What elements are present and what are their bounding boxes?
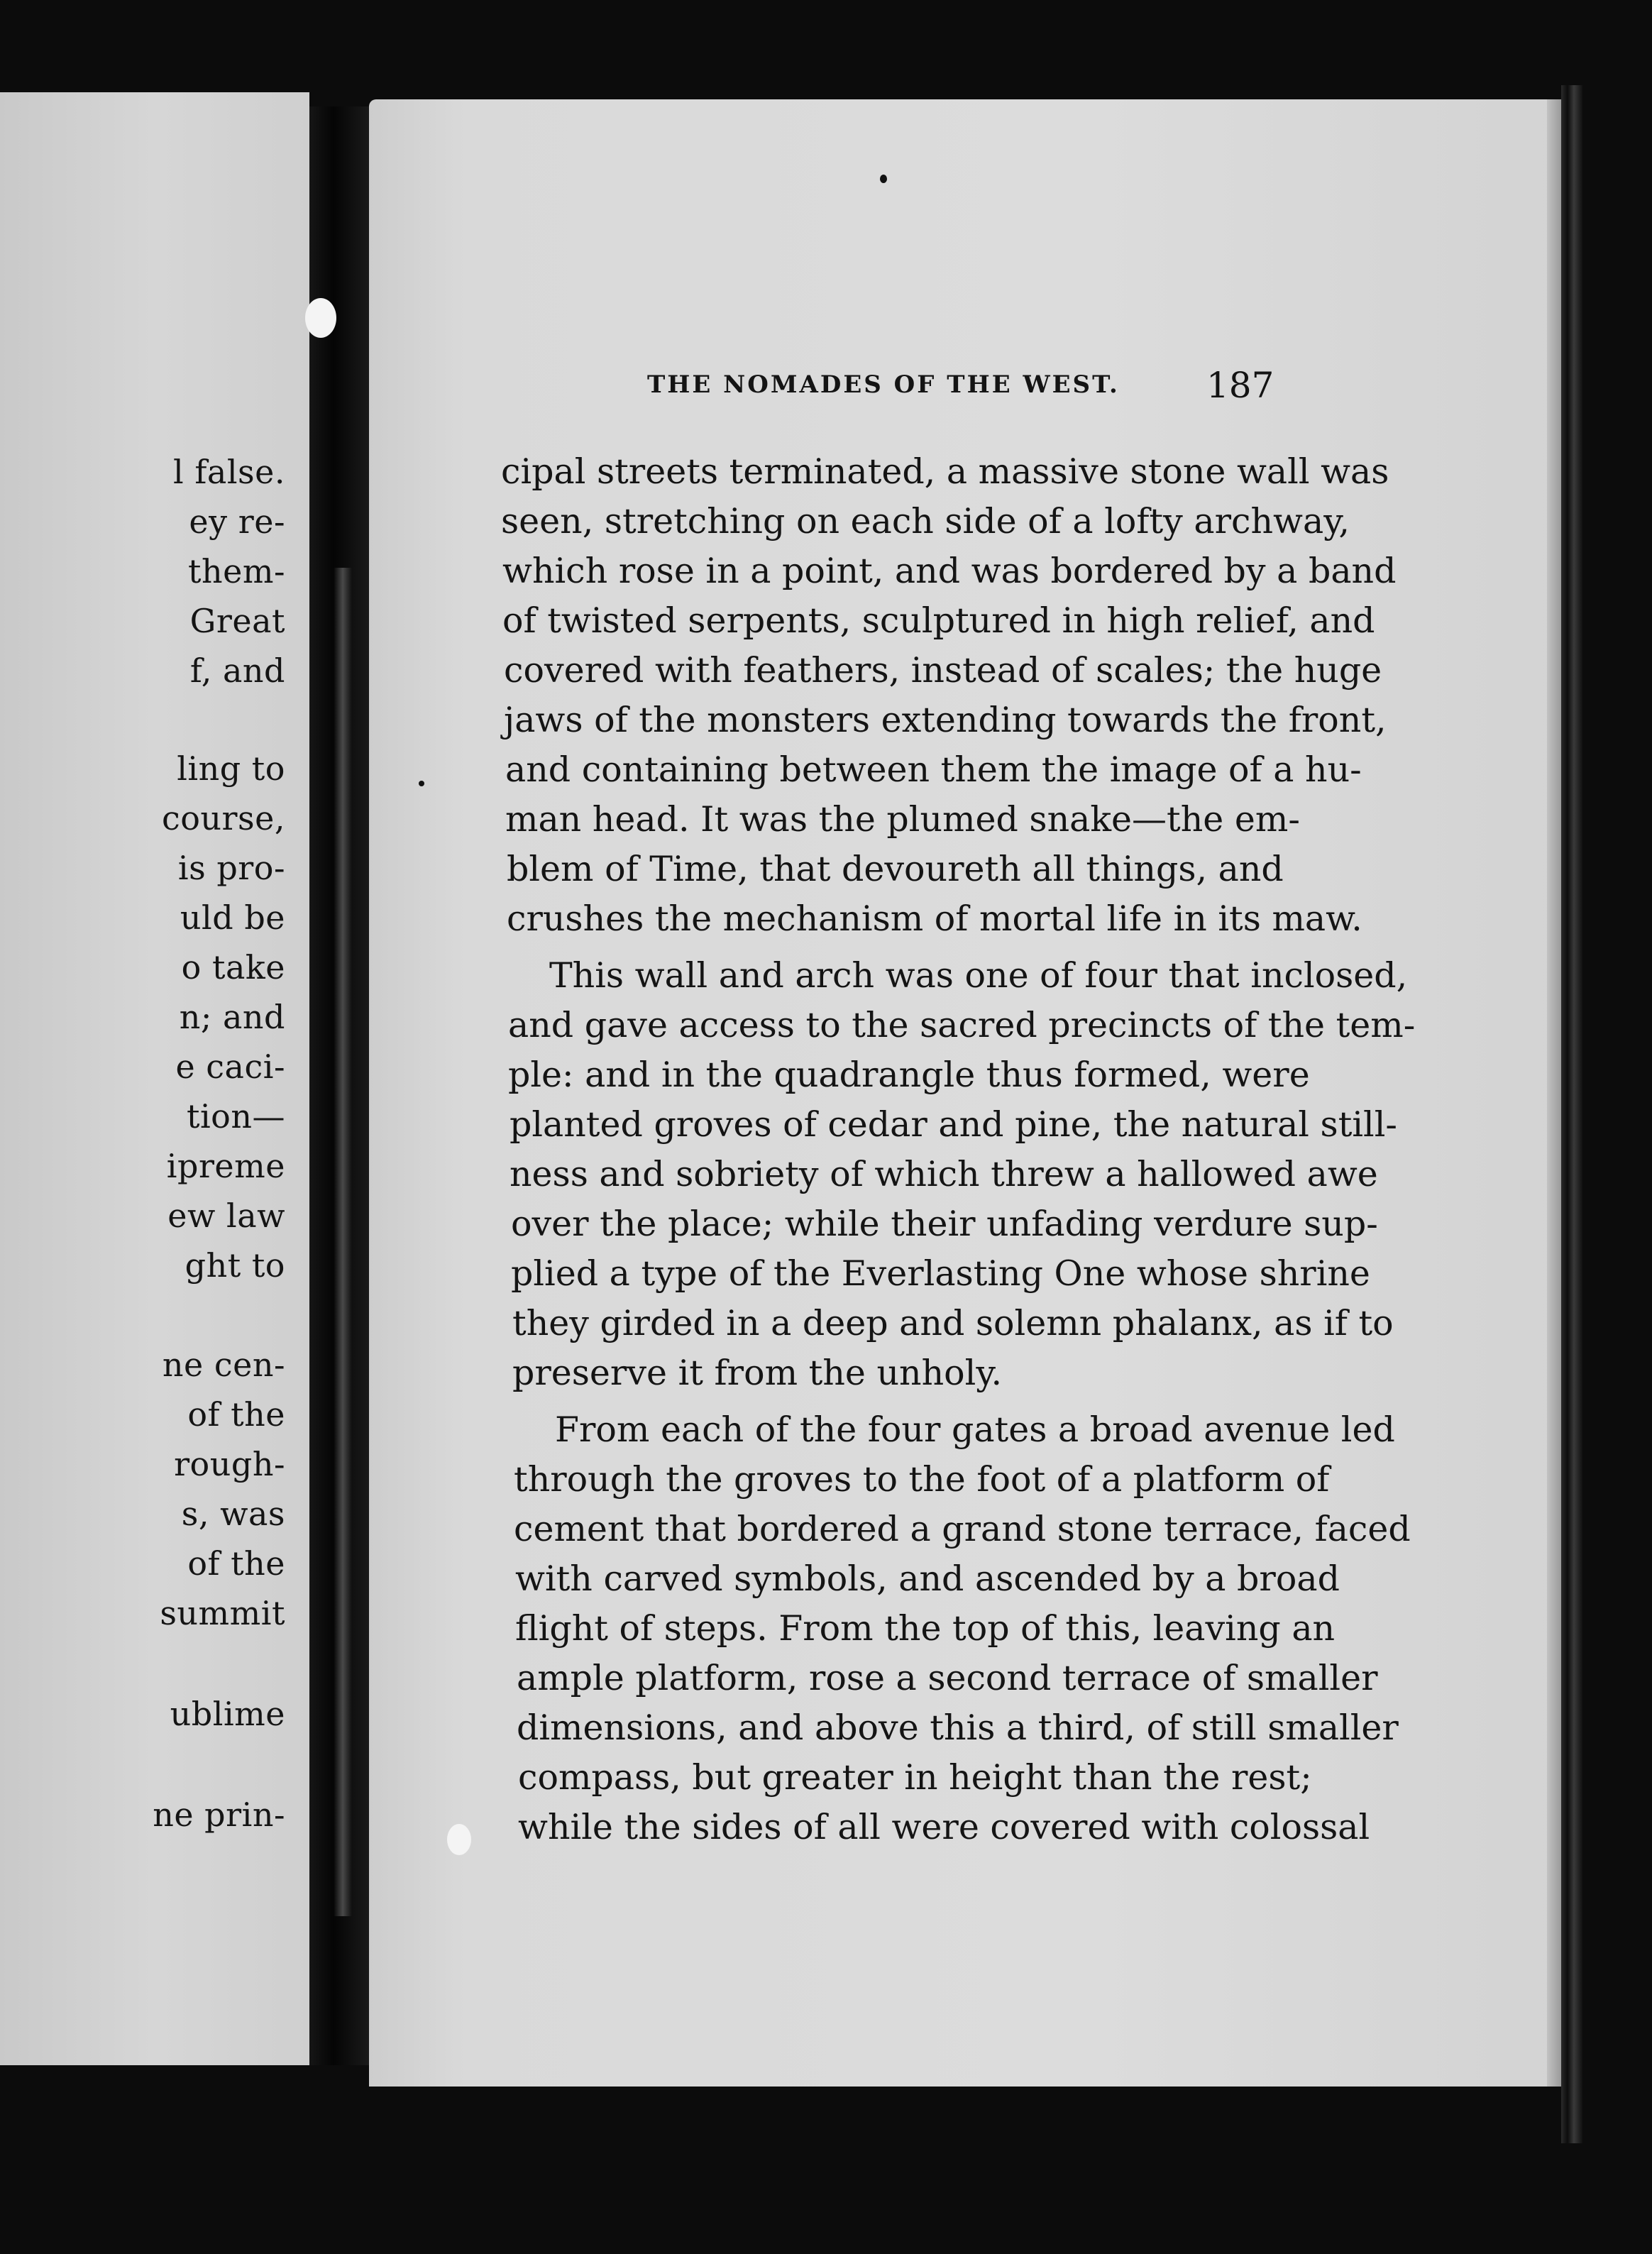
text-line: cipal streets terminated, a massive stone wall was: [501, 451, 1389, 492]
text-line: compass, but greater in height than the rest;: [518, 1757, 1312, 1798]
left-page: [0, 92, 309, 2065]
page-number: 187: [1206, 365, 1274, 406]
text-line: with carved symbols, and ascended by a broad: [515, 1558, 1340, 1599]
left-line: ew law: [167, 1197, 285, 1235]
left-line: ne prin-: [153, 1796, 285, 1834]
book-edge: [1561, 85, 1582, 2143]
text-line: From each of the four gates a broad avenue led: [555, 1409, 1395, 1450]
left-line: them-: [188, 552, 285, 590]
text-line: man head. It was the plumed snake—the em-: [505, 799, 1300, 840]
running-head: THE NOMADES OF THE WEST.: [647, 370, 1120, 399]
left-line: ublime: [170, 1695, 285, 1733]
text-line: planted groves of cedar and pine, the natural still-: [510, 1104, 1397, 1145]
text-line: dimensions, and above this a third, of still smaller: [517, 1708, 1399, 1748]
left-line: ne cen-: [162, 1346, 285, 1384]
scan-speck: [447, 1824, 471, 1855]
left-line: Great: [189, 602, 285, 640]
text-line: of twisted serpents, sculptured in high relief, and: [502, 600, 1375, 641]
text-line: plied a type of the Everlasting One whose shrine: [511, 1253, 1370, 1294]
text-line: flight of steps. From the top of this, leaving an: [515, 1608, 1336, 1649]
text-line: This wall and arch was one of four that inclosed,: [549, 955, 1408, 996]
text-line: seen, stretching on each side of a lofty archway,: [501, 501, 1350, 541]
left-line: is pro-: [177, 849, 285, 887]
text-line: over the place; while their unfading verdure sup-: [511, 1204, 1378, 1244]
left-line: course,: [161, 799, 285, 837]
ink-dot: [419, 781, 424, 786]
text-line: they girded in a deep and solemn phalanx, as if to: [512, 1303, 1394, 1343]
left-line: summit: [160, 1594, 285, 1632]
left-line: of the: [187, 1544, 285, 1583]
left-line: tion—: [186, 1097, 285, 1136]
ink-dot: [880, 175, 887, 183]
text-line: ness and sobriety of which threw a hallowed awe: [510, 1154, 1378, 1194]
left-line: l false.: [173, 453, 285, 491]
text-line: covered with feathers, instead of scales; the huge: [504, 650, 1382, 691]
text-line: and containing between them the image of a hu-: [505, 749, 1362, 790]
left-line: ey re-: [189, 502, 285, 541]
left-line: f, and: [189, 652, 285, 690]
left-line: s, was: [181, 1495, 285, 1533]
page-edge-shading: [1547, 99, 1561, 2087]
left-line: ipreme: [166, 1147, 285, 1185]
text-line: crushes the mechanism of mortal life in its maw.: [507, 898, 1362, 939]
left-line: ght to: [185, 1246, 285, 1285]
text-line: through the groves to the foot of a platform of: [514, 1459, 1330, 1500]
left-line: o take: [181, 948, 285, 986]
text-line: ple: and in the quadrangle thus formed, were: [508, 1055, 1310, 1095]
text-line: and gave access to the sacred precincts of the tem-: [508, 1005, 1416, 1045]
left-line: rough-: [174, 1445, 285, 1483]
left-line: uld be: [180, 898, 285, 937]
text-line: which rose in a point, and was bordered by a band: [502, 551, 1397, 591]
text-line: blem of Time, that devoureth all things, and: [507, 849, 1284, 889]
text-line: preserve it from the unholy.: [512, 1353, 1003, 1393]
text-line: while the sides of all were covered with colossal: [518, 1807, 1370, 1847]
text-line: ample platform, rose a second terrace of smaller: [517, 1658, 1378, 1698]
left-line: of the: [187, 1395, 285, 1434]
left-line: ling to: [177, 749, 285, 788]
text-line: cement that bordered a grand stone terrace, faced: [514, 1509, 1411, 1549]
left-page-text-fragments: [11, 92, 309, 2065]
left-line: n; and: [179, 998, 285, 1036]
left-line: e caci-: [175, 1048, 285, 1086]
text-line: jaws of the monsters extending towards the front,: [504, 700, 1387, 740]
paper-tear-speck: [305, 298, 336, 338]
gutter-highlight: [334, 568, 352, 1916]
